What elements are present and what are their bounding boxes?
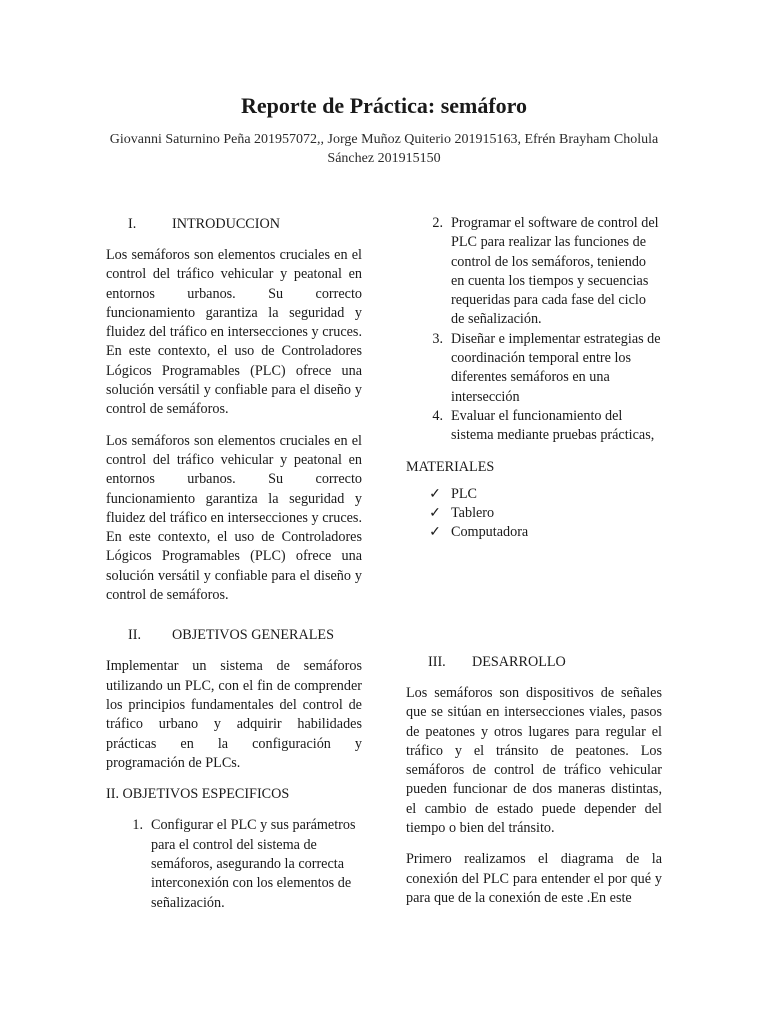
- section-heading-desarrollo: [406, 652, 662, 672]
- desarrollo-paragraph-2: Primero realizamos el diagrama de la conexión del PLC para entender el por qué y para que de la conexión de este .En este: [406, 851, 662, 906]
- section-heading-introduccion: [106, 214, 362, 234]
- section-heading-objetivos-especificos: II. OBJETIVOS ESPECIFICOS: [106, 786, 290, 803]
- list-item-text: PLC: [451, 485, 478, 502]
- objetivos-continued-list: [406, 214, 662, 446]
- left-column: [106, 214, 362, 913]
- list-item: [406, 330, 662, 407]
- list-item-number: 3.: [432, 330, 443, 347]
- right-column: [406, 214, 662, 543]
- section-number: I.: [128, 216, 137, 232]
- list-item: [406, 523, 662, 542]
- objetivos-generales-paragraph: Implementar un sistema de semáforos utilizando un PLC, con el fin de comprender los principios fundamentales del control de tráfico urbano y adquirir habilidades prácticas en la configuración y programación de PLCs.: [106, 658, 362, 771]
- authors-line: Giovanni Saturnino Peña 201957072,, Jorge Muñoz Quiterio 201915163, Efrén Brayham Cholula Sánchez 201915150: [109, 132, 659, 166]
- list-item-text: Programar el software de control del PLC para realizar las funciones de control de los semáforos, teniendo en cuenta los tiempos y secuencias requeridas para cada fase del ciclo de señalización.: [451, 215, 659, 328]
- section-title: INTRODUCCION: [172, 216, 280, 232]
- section-heading-materiales: MATERIALES: [406, 458, 495, 475]
- check-icon: ✓: [429, 485, 441, 502]
- list-item: [406, 485, 662, 504]
- list-item-number: 4.: [432, 407, 443, 424]
- list-item-text: Computadora: [451, 524, 529, 541]
- check-icon: ✓: [429, 505, 441, 522]
- right-column-lower: [406, 652, 662, 908]
- section-number: II.: [128, 627, 141, 644]
- materiales-list: [406, 485, 662, 543]
- list-item-text: Tablero: [451, 505, 495, 522]
- section-title: OBJETIVOS GENERALES: [172, 627, 334, 644]
- list-item: [406, 407, 662, 446]
- list-item-number: 1.: [132, 817, 143, 834]
- list-item: [106, 816, 362, 912]
- list-item: [406, 504, 662, 523]
- list-item-text: Diseñar e implementar estrategias de coordinación temporal entre los diferentes semáforos en una intersección: [451, 330, 661, 405]
- list-item-text: Configurar el PLC y sus parámetros para el control del sistema de semáforos, asegurando la correcta interconexión con los elementos de señalización.: [151, 817, 356, 911]
- list-item-number: 2.: [432, 215, 443, 231]
- check-icon: ✓: [429, 524, 441, 541]
- list-item-text: Evaluar el funcionamiento del sistema mediante pruebas prácticas,: [451, 407, 655, 444]
- section-title: DESARROLLO: [472, 654, 566, 670]
- desarrollo-paragraph-1: Los semáforos son dispositivos de señales que se sitúan en intersecciones viales, pasos de peatones y otros lugares para regular el tráfico y el tránsito de peatones. Los semáforos de control de tráfico vehicular pueden funcionar de dos maneras distintas, el cambio de estado puede depender del tiempo o bien del tránsito.: [406, 685, 662, 837]
- objetivos-especificos-list: [106, 816, 362, 912]
- list-item: [406, 214, 662, 330]
- report-title: Reporte de Práctica: semáforo: [240, 93, 528, 118]
- section-heading-objetivos-generales: [106, 625, 362, 645]
- intro-paragraph-1: Los semáforos son elementos cruciales en el control del tráfico vehicular y peatonal en entornos urbanos. Su correcto funcionamiento garantiza la seguridad y fluidez del tráfico en intersecciones y cruces. En este contexto, el uso de Controladores Lógicos Programables (PLC) ofrece una solución versátil y confiable para el diseño y control de semáforos.: [106, 247, 362, 418]
- section-number: III.: [428, 654, 446, 670]
- intro-paragraph-2: Los semáforos son elementos cruciales en el control del tráfico vehicular y peatonal en entornos urbanos. Su correcto funcionamiento garantiza la seguridad y fluidez del tráfico en intersecciones y cruces. En este contexto, el uso de Controladores Lógicos Programables (PLC) ofrece una solución versátil y confiable para el diseño y control de semáforos.: [106, 432, 362, 604]
